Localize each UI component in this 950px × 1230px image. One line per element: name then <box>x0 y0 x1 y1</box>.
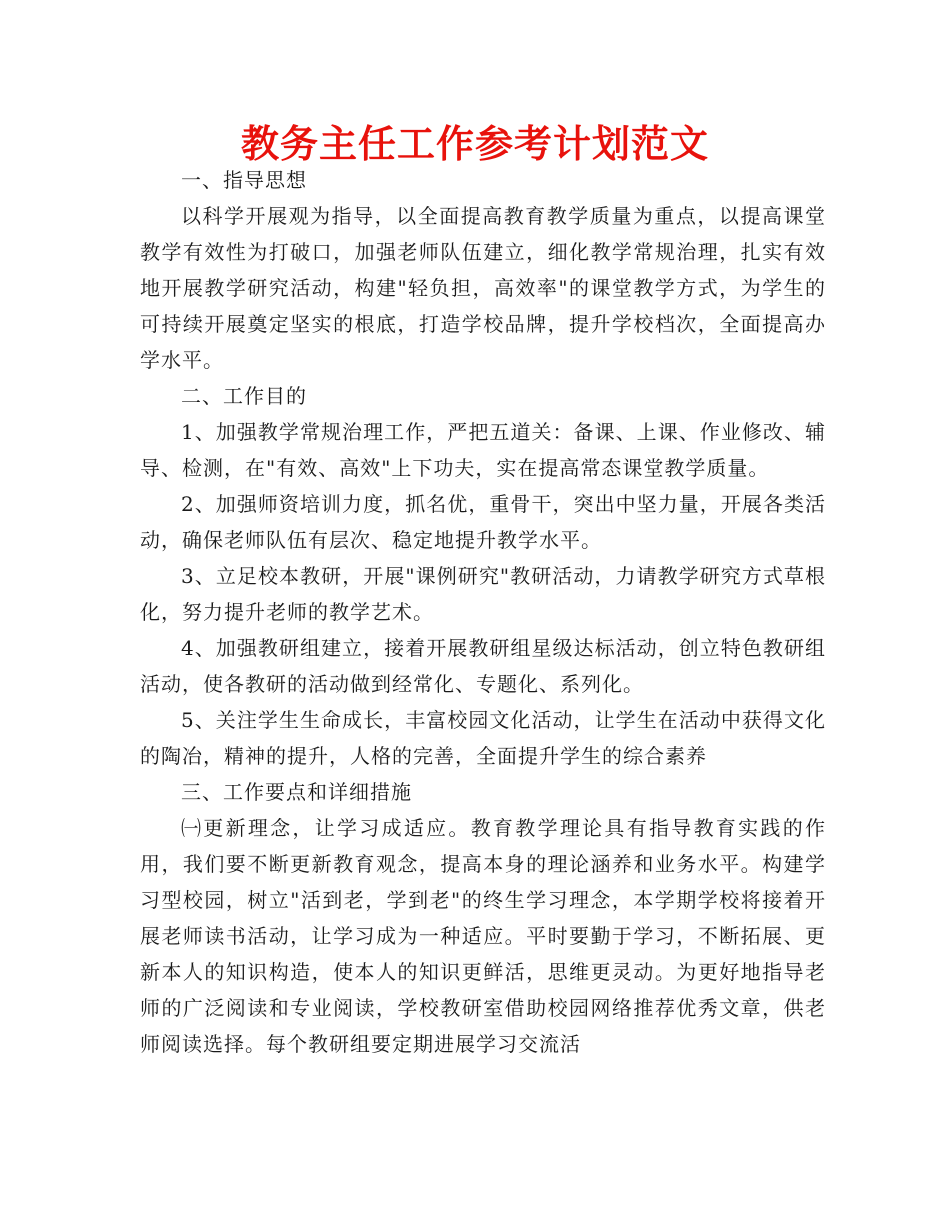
document-title: 教务主任工作参考计划范文 <box>240 122 709 166</box>
goal-item-5: 5、关注学生生命成长，丰富校园文化活动，让学生在活动中获得文化的陶冶，精神的提升，人格的完善，全面提升学生的综合素养 <box>140 708 826 768</box>
goal-item-2: 2、加强师资培训力度，抓名优，重骨干，突出中坚力量，开展各类活动，确保老师队伍有层次、稳定地提升教学水平。 <box>140 492 826 552</box>
goal-item-1: 1、加强教学常规治理工作，严把五道关：备课、上课、作业修改、辅导、检测，在"有效、高效"上下功夫，实在提高常态课堂教学质量。 <box>140 420 826 480</box>
document-body <box>140 162 826 1062</box>
section-heading-key-points: 三、工作要点和详细措施 <box>181 780 412 804</box>
section-heading-guiding-ideology: 一、指导思想 <box>181 168 307 192</box>
goal-item-4: 4、加强教研组建立，接着开展教研组星级达标活动，创立特色教研组活动，使各教研的活动做到经常化、专题化、系列化。 <box>140 636 826 696</box>
section-heading-work-goals: 二、工作目的 <box>181 384 307 408</box>
goal-item-3: 3、立足校本教研，开展"课例研究"教研活动，力请教学研究方式草根化，努力提升老师的教学艺术。 <box>140 564 826 624</box>
paragraph-update-concepts: ㈠更新理念，让学习成适应。教育教学理论具有指导教育实践的作用，我们要不断更新教育观念，提高本身的理论涵养和业务水平。构建学习型校园，树立"活到老，学到老"的终生学习理念，本学期学校将接着开展老师读书活动，让学习成为一种适应。平时要勤于学习，不断拓展、更新本人的知识构造，使本人的知识更鲜活，思维更灵动。为更好地指导老师的广泛阅读和专业阅读，学校教研室借助校园网络推荐优秀文章，供老师阅读选择。每个教研组要定期进展学习交流活 <box>140 816 826 1056</box>
paragraph-guiding-ideology: 以科学开展观为指导，以全面提高教育教学质量为重点，以提高课堂教学有效性为打破口，加强老师队伍建立，细化教学常规治理，扎实有效地开展教学研究活动，构建"轻负担，高效率"的课堂教学方式，为学生的可持续开展奠定坚实的根底，打造学校品牌，提升学校档次，全面提高办学水平。 <box>140 204 826 372</box>
